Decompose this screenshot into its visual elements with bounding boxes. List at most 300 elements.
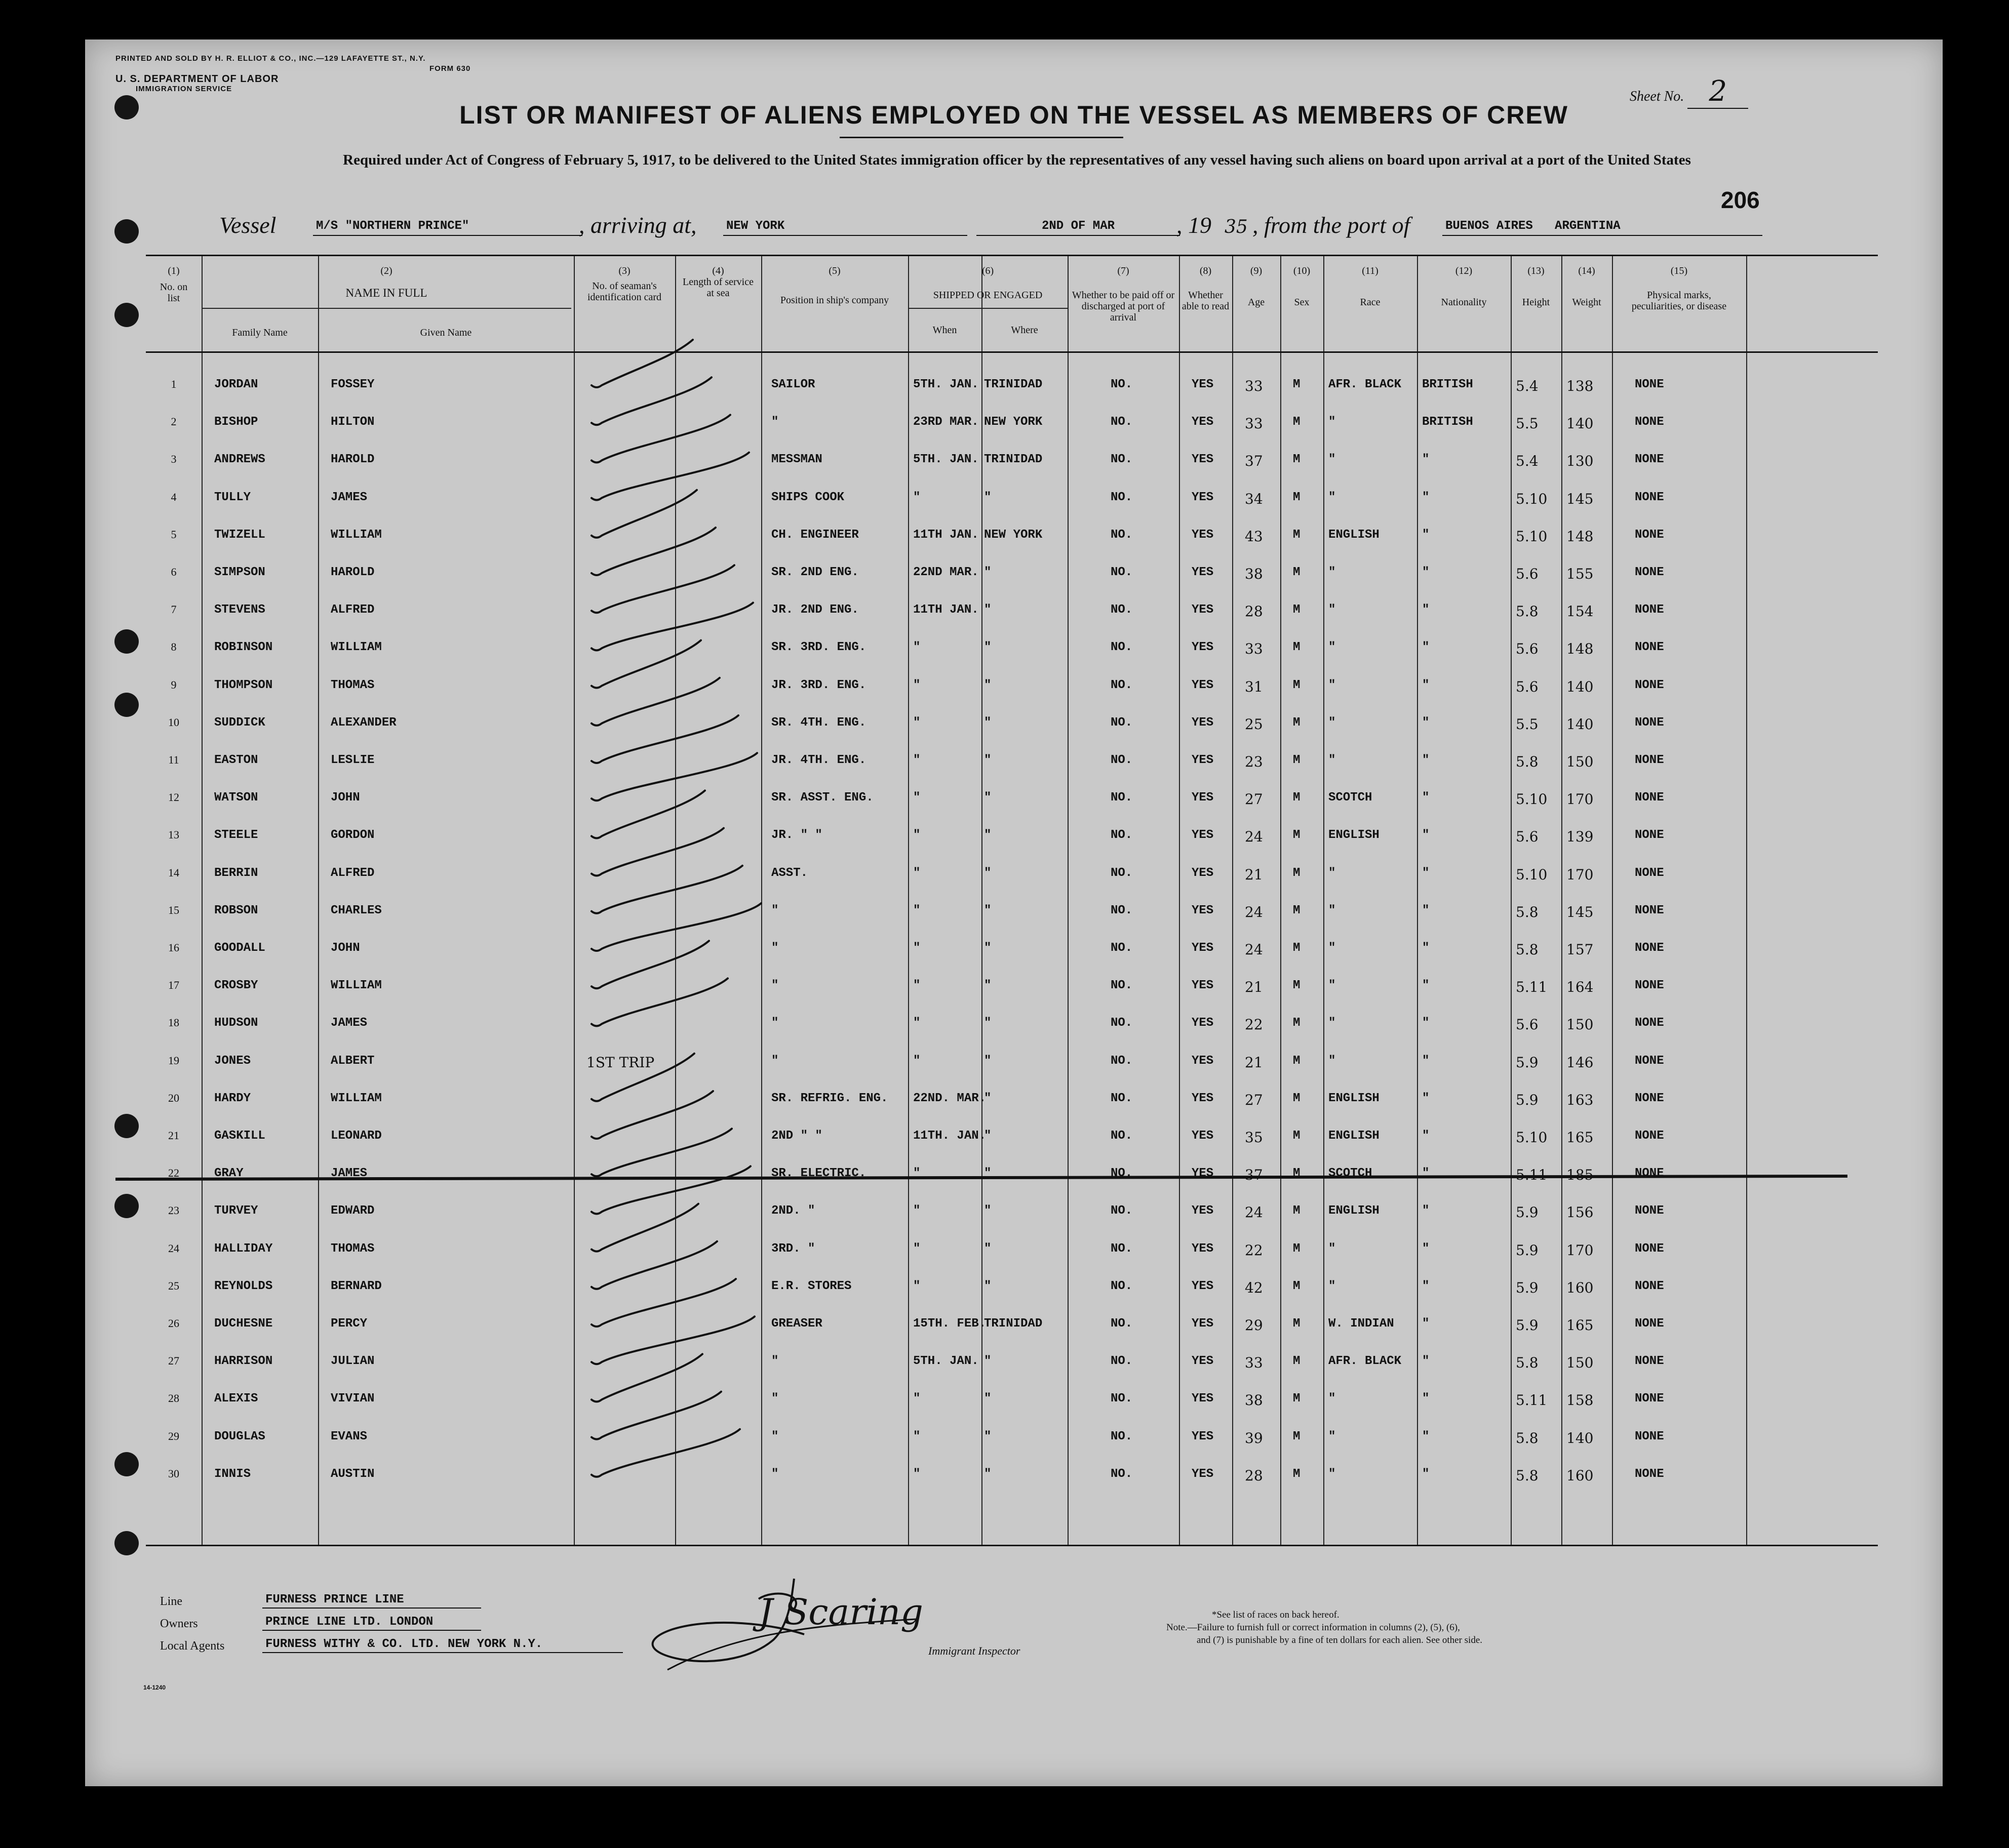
cell-shipped-where: " <box>984 1241 992 1256</box>
table-row <box>146 1016 1878 1031</box>
cell-paid-off: NO. <box>1111 1091 1133 1105</box>
cell-able-to-read: YES <box>1192 1091 1214 1105</box>
form-code: 14-1240 <box>143 1684 166 1691</box>
cell-age: 21 <box>1245 866 1263 883</box>
cell-height: 5.9 <box>1516 1317 1539 1334</box>
cell-shipped-when: " <box>913 1279 921 1293</box>
cell-physical-marks: NONE <box>1635 378 1664 391</box>
cell-family-name: SIMPSON <box>214 566 265 579</box>
cell-shipped-where: " <box>984 678 992 692</box>
year-value: 35 <box>1225 217 1248 237</box>
cell-able-to-read: YES <box>1192 753 1214 767</box>
cell-shipped-where: " <box>984 791 992 805</box>
cell-weight: 150 <box>1566 1354 1594 1372</box>
cell-shipped-where: " <box>984 1354 992 1369</box>
cell-sex: M <box>1293 528 1301 542</box>
cell-height: 5.10 <box>1516 490 1548 507</box>
cell-nationality: " <box>1422 1016 1430 1030</box>
cell-weight: 145 <box>1566 903 1594 920</box>
cell-row-number: 12 <box>168 791 179 804</box>
cell-shipped-where: " <box>984 603 992 617</box>
cell-physical-marks: NONE <box>1635 828 1664 842</box>
cell-nationality: " <box>1422 753 1430 767</box>
cell-weight: 163 <box>1566 1091 1594 1108</box>
table-row <box>146 1317 1878 1332</box>
cell-family-name: GOODALL <box>214 941 265 955</box>
cell-weight: 185 <box>1566 1167 1594 1184</box>
cell-nationality: " <box>1422 490 1430 504</box>
sheet-number-value: 2 <box>1687 75 1748 109</box>
cell-physical-marks: NONE <box>1635 1129 1664 1143</box>
cell-height: 5.5 <box>1516 415 1539 432</box>
cell-height: 5.11 <box>1516 1392 1548 1409</box>
cell-physical-marks: NONE <box>1635 566 1664 579</box>
cell-paid-off: NO. <box>1111 640 1133 655</box>
cell-row-number: 20 <box>168 1091 179 1104</box>
cell-shipped-where: " <box>984 903 992 917</box>
cell-shipped-where: " <box>984 1204 992 1218</box>
cell-sex: M <box>1293 678 1301 692</box>
cell-height: 5.11 <box>1516 1167 1548 1184</box>
inspector-signature <box>592 1569 946 1680</box>
cell-age: 37 <box>1245 1167 1263 1184</box>
cell-row-number: 17 <box>168 979 179 992</box>
cell-age: 23 <box>1245 753 1263 770</box>
cell-family-name: STEELE <box>214 828 258 842</box>
cell-row-number: 18 <box>168 1016 179 1029</box>
cell-family-name: JORDAN <box>214 378 258 391</box>
cell-sex: M <box>1293 1204 1301 1218</box>
punch-hole <box>114 1194 139 1218</box>
cell-able-to-read: YES <box>1192 1317 1214 1331</box>
cell-given-name: JAMES <box>331 490 368 504</box>
cell-shipped-when: " <box>913 1429 921 1443</box>
cell-nationality: " <box>1422 903 1430 917</box>
cell-shipped-when: 11TH. JAN. <box>913 1129 987 1143</box>
cell-shipped-where: " <box>984 828 992 842</box>
cell-shipped-when: " <box>913 678 921 692</box>
cell-shipped-where: " <box>984 490 992 504</box>
cell-height: 5.10 <box>1516 866 1548 883</box>
cell-race: ENGLISH <box>1328 1129 1380 1143</box>
cell-given-name: LEONARD <box>331 1129 382 1143</box>
cell-sex: M <box>1293 753 1301 767</box>
col-number: (14) <box>1578 265 1595 276</box>
cell-weight: 154 <box>1566 603 1594 620</box>
table-row <box>146 941 1878 956</box>
cell-position: JR. 2ND ENG. <box>771 603 859 617</box>
cell-given-name: ALBERT <box>331 1054 375 1068</box>
cell-able-to-read: YES <box>1192 715 1214 730</box>
cell-shipped-where: TRINIDAD <box>984 1317 1043 1331</box>
cell-nationality: " <box>1422 603 1430 617</box>
cell-height: 5.5 <box>1516 715 1539 733</box>
cell-position: " <box>771 1016 779 1030</box>
col-header-paid: Whether to be paid off or discharged at port of arrival <box>1072 290 1175 323</box>
cell-paid-off: NO. <box>1111 1279 1133 1293</box>
cell-race: " <box>1328 1467 1336 1481</box>
cell-able-to-read: YES <box>1192 603 1214 617</box>
cell-shipped-when: " <box>913 1467 921 1481</box>
cell-row-number: 16 <box>168 941 179 954</box>
table-row <box>146 1467 1878 1482</box>
cell-height: 5.8 <box>1516 941 1539 958</box>
cell-physical-marks: NONE <box>1635 453 1664 467</box>
cell-position: JR. " " <box>771 828 822 842</box>
cell-family-name: REYNOLDS <box>214 1279 273 1293</box>
cell-paid-off: NO. <box>1111 903 1133 917</box>
punch-hole <box>114 303 139 327</box>
cell-family-name: DUCHESNE <box>214 1317 273 1331</box>
cell-race: AFR. BLACK <box>1328 378 1402 391</box>
cell-age: 27 <box>1245 791 1263 808</box>
cell-age: 31 <box>1245 678 1263 695</box>
cell-physical-marks: NONE <box>1635 490 1664 504</box>
cell-shipped-when: 23RD MAR. <box>913 415 979 429</box>
col-header-card: No. of seaman's identification card <box>587 280 662 303</box>
cell-nationality: " <box>1422 1279 1430 1293</box>
cell-physical-marks: NONE <box>1635 1091 1664 1105</box>
cell-race: SCOTCH <box>1328 1167 1372 1181</box>
col-number: (3) <box>618 265 631 276</box>
cell-weight: 170 <box>1566 1241 1594 1259</box>
col-header-age: Age <box>1247 297 1265 308</box>
col-header-position: Position in ship's company <box>780 295 889 306</box>
cell-weight: 146 <box>1566 1054 1594 1071</box>
table-row <box>146 716 1878 731</box>
cell-age: 25 <box>1245 715 1263 733</box>
cell-given-name: HILTON <box>331 415 375 429</box>
cell-row-number: 27 <box>168 1354 179 1368</box>
sheet-number-label: Sheet No. <box>1630 89 1684 104</box>
col-header-service: Length of service at sea <box>683 276 754 299</box>
cell-paid-off: NO. <box>1111 528 1133 542</box>
table-row <box>146 453 1878 468</box>
cell-shipped-when: " <box>913 640 921 655</box>
cell-nationality: " <box>1422 678 1430 692</box>
col-header-nationality: Nationality <box>1441 297 1487 308</box>
cell-age: 22 <box>1245 1016 1263 1033</box>
table-row <box>146 378 1878 393</box>
cell-shipped-when: 11TH JAN. <box>913 528 979 542</box>
cell-physical-marks: NONE <box>1635 1279 1664 1293</box>
cell-height: 5.6 <box>1516 566 1539 582</box>
cell-family-name: JONES <box>214 1054 251 1068</box>
cell-physical-marks: NONE <box>1635 415 1664 429</box>
cell-row-number: 21 <box>168 1129 179 1142</box>
cell-family-name: INNIS <box>214 1467 251 1481</box>
cell-shipped-where: " <box>984 640 992 655</box>
fine-note: Note.—Failure to furnish full or correct information in columns (2), (5), (6), <box>1166 1622 1460 1633</box>
cell-weight: 148 <box>1566 528 1594 545</box>
cell-row-number: 6 <box>171 566 177 578</box>
cell-paid-off: NO. <box>1111 678 1133 692</box>
cell-given-name: LESLIE <box>331 753 375 767</box>
page-subtitle: Required under Act of Congress of February 5, 1917, to be delivered to the United States immigration officer by the representatives of any vessel having such aliens on board upon arrival at a port of the United States <box>343 152 1691 168</box>
cell-paid-off: NO. <box>1111 1429 1133 1443</box>
cell-physical-marks: NONE <box>1635 1392 1664 1406</box>
cell-shipped-where: " <box>984 566 992 579</box>
cell-sex: M <box>1293 979 1301 993</box>
cell-family-name: TULLY <box>214 490 251 504</box>
cell-able-to-read: YES <box>1192 1054 1214 1068</box>
cell-height: 5.11 <box>1516 979 1548 996</box>
cell-sex: M <box>1293 415 1301 429</box>
table-row <box>146 1129 1878 1144</box>
cell-able-to-read: YES <box>1192 415 1214 429</box>
cell-able-to-read: YES <box>1192 1467 1214 1481</box>
cell-race: SCOTCH <box>1328 791 1372 805</box>
cell-shipped-when: 22ND MAR. <box>913 566 979 579</box>
cell-position: CH. ENGINEER <box>771 528 859 542</box>
cell-nationality: " <box>1422 1204 1430 1218</box>
cell-height: 5.4 <box>1516 453 1539 470</box>
cell-sex: M <box>1293 1129 1301 1143</box>
cell-age: 33 <box>1245 1354 1263 1372</box>
service-name: IMMIGRATION SERVICE <box>136 85 232 93</box>
cell-family-name: DOUGLAS <box>214 1429 265 1443</box>
cell-physical-marks: NONE <box>1635 1016 1664 1030</box>
cell-paid-off: NO. <box>1111 979 1133 993</box>
cell-sex: M <box>1293 791 1301 805</box>
cell-given-name: PERCY <box>331 1317 368 1331</box>
cell-nationality: " <box>1422 1429 1430 1443</box>
cell-sex: M <box>1293 1354 1301 1369</box>
cell-race: " <box>1328 979 1336 993</box>
cell-physical-marks: NONE <box>1635 866 1664 880</box>
cell-given-name: GORDON <box>331 828 375 842</box>
cell-weight: 140 <box>1566 1429 1594 1447</box>
cell-age: 29 <box>1245 1317 1263 1334</box>
cell-sex: M <box>1293 566 1301 579</box>
cell-weight: 140 <box>1566 715 1594 733</box>
cell-race: " <box>1328 866 1336 880</box>
punch-hole <box>114 219 139 244</box>
cell-shipped-where: " <box>984 1016 992 1030</box>
cell-row-number: 25 <box>168 1279 179 1292</box>
punch-hole <box>114 1531 139 1555</box>
cell-weight: 164 <box>1566 979 1594 996</box>
cell-row-number: 11 <box>168 753 179 766</box>
cell-paid-off: NO. <box>1111 1317 1133 1331</box>
cell-physical-marks: NONE <box>1635 528 1664 542</box>
cell-race: " <box>1328 1279 1336 1293</box>
cell-paid-off: NO. <box>1111 1467 1133 1481</box>
cell-nationality: " <box>1422 866 1430 880</box>
cell-shipped-when: " <box>913 753 921 767</box>
cell-race: " <box>1328 566 1336 579</box>
cell-given-name: HAROLD <box>331 566 375 579</box>
cell-paid-off: NO. <box>1111 715 1133 730</box>
cell-row-number: 22 <box>168 1167 179 1180</box>
cell-family-name: ROBINSON <box>214 640 273 655</box>
cell-family-name: CROSBY <box>214 979 258 993</box>
cell-position: GREASER <box>771 1317 822 1331</box>
table-row <box>146 753 1878 769</box>
cell-shipped-where: " <box>984 753 992 767</box>
cell-row-number: 2 <box>171 415 177 428</box>
cell-position: SR. ASST. ENG. <box>771 791 874 805</box>
fine-note-cont: and (7) is punishable by a fine of ten dollars for each alien. See other side. <box>1197 1635 1483 1645</box>
table-row <box>146 828 1878 846</box>
cell-height: 5.8 <box>1516 903 1539 920</box>
cell-height: 5.10 <box>1516 1129 1548 1146</box>
cell-row-number: 24 <box>168 1241 179 1255</box>
cell-shipped-when: " <box>913 1392 921 1406</box>
vessel-name: M/S "NORTHERN PRINCE" <box>313 219 582 236</box>
cell-sex: M <box>1293 715 1301 730</box>
col-number: (8) <box>1199 265 1212 276</box>
col-header-weight: Weight <box>1572 297 1601 308</box>
cell-given-name: THOMAS <box>331 1241 375 1256</box>
cell-nationality: " <box>1422 979 1430 993</box>
cell-race: " <box>1328 453 1336 467</box>
cell-weight: 148 <box>1566 640 1594 658</box>
cell-paid-off: NO. <box>1111 1016 1133 1030</box>
cell-weight: 140 <box>1566 678 1594 695</box>
cell-family-name: BERRIN <box>214 866 258 880</box>
cell-age: 42 <box>1245 1279 1263 1296</box>
cell-able-to-read: YES <box>1192 1129 1214 1143</box>
departure-port: BUENOS AIRES ARGENTINA <box>1442 219 1762 236</box>
cell-weight: 170 <box>1566 791 1594 808</box>
cell-position: " <box>771 941 779 955</box>
cell-paid-off: NO. <box>1111 490 1133 504</box>
cell-weight: 158 <box>1566 1392 1594 1409</box>
col-number: (13) <box>1527 265 1545 276</box>
cell-paid-off: NO. <box>1111 828 1133 842</box>
cell-shipped-when: " <box>913 1204 921 1218</box>
arriving-label: , arriving at, <box>579 212 697 238</box>
cell-nationality: " <box>1422 1317 1430 1331</box>
cell-physical-marks: NONE <box>1635 1167 1664 1181</box>
cell-physical-marks: NONE <box>1635 1204 1664 1218</box>
cell-race: " <box>1328 603 1336 617</box>
cell-shipped-when: " <box>913 490 921 504</box>
races-note: *See list of races on back hereof. <box>1212 1610 1340 1620</box>
cell-given-name: WILLIAM <box>331 1091 382 1105</box>
cell-paid-off: NO. <box>1111 1167 1133 1181</box>
cell-weight: 155 <box>1566 566 1594 582</box>
table-row <box>146 566 1878 581</box>
cell-sex: M <box>1293 640 1301 655</box>
cell-physical-marks: NONE <box>1635 941 1664 955</box>
department-name: U. S. DEPARTMENT OF LABOR <box>115 73 279 85</box>
cell-sex: M <box>1293 828 1301 842</box>
cell-height: 5.6 <box>1516 640 1539 658</box>
vessel-label: Vessel <box>219 212 277 238</box>
cell-weight: 138 <box>1566 378 1594 394</box>
cell-age: 22 <box>1245 1241 1263 1259</box>
cell-weight: 145 <box>1566 490 1594 507</box>
cell-race: " <box>1328 941 1336 955</box>
table-row <box>146 866 1878 881</box>
cell-family-name: BISHOP <box>214 415 258 429</box>
cell-family-name: ALEXIS <box>214 1392 258 1406</box>
cell-nationality: " <box>1422 941 1430 955</box>
cell-race: " <box>1328 715 1336 730</box>
cell-race: ENGLISH <box>1328 528 1380 542</box>
cell-age: 37 <box>1245 453 1263 470</box>
cell-nationality: " <box>1422 1054 1430 1068</box>
cell-row-number: 26 <box>168 1317 179 1330</box>
cell-family-name: GASKILL <box>214 1129 265 1143</box>
cell-able-to-read: YES <box>1192 866 1214 880</box>
cell-position: " <box>771 1392 779 1406</box>
cell-able-to-read: YES <box>1192 1204 1214 1218</box>
col-header-shipped: SHIPPED OR ENGAGED <box>933 290 1043 301</box>
cell-height: 5.10 <box>1516 528 1548 545</box>
cell-position: MESSMAN <box>771 453 822 467</box>
cell-age: 24 <box>1245 903 1263 920</box>
cell-position: " <box>771 1429 779 1443</box>
col-header-no: No. on list <box>160 282 188 304</box>
col-number: (5) <box>829 265 841 276</box>
cell-family-name: TURVEY <box>214 1204 258 1218</box>
cell-physical-marks: NONE <box>1635 753 1664 767</box>
cell-race: " <box>1328 1241 1336 1256</box>
cell-race: " <box>1328 678 1336 692</box>
cell-sex: M <box>1293 1054 1301 1068</box>
cell-able-to-read: YES <box>1192 903 1214 917</box>
cell-race: " <box>1328 1016 1336 1030</box>
table-row <box>146 1392 1878 1407</box>
cell-family-name: HARDY <box>214 1091 251 1105</box>
cell-height: 5.9 <box>1516 1054 1539 1071</box>
cell-given-name: JAMES <box>331 1016 368 1030</box>
cell-physical-marks: NONE <box>1635 603 1664 617</box>
cell-age: 34 <box>1245 490 1263 507</box>
line-value: FURNESS PRINCE LINE <box>262 1593 481 1609</box>
cell-given-name: ALFRED <box>331 866 375 880</box>
cell-shipped-when: 5TH. JAN. <box>913 453 979 467</box>
cell-shipped-when: " <box>913 1241 921 1256</box>
cell-nationality: " <box>1422 1467 1430 1481</box>
punch-hole <box>114 1114 139 1138</box>
cell-height: 5.9 <box>1516 1279 1539 1296</box>
cell-sex: M <box>1293 1167 1301 1181</box>
cell-able-to-read: YES <box>1192 453 1214 467</box>
cell-height: 5.9 <box>1516 1091 1539 1108</box>
cell-position: " <box>771 1054 779 1068</box>
cell-race: W. INDIAN <box>1328 1317 1394 1331</box>
cell-row-number: 30 <box>168 1467 179 1480</box>
cell-given-name: JULIAN <box>331 1354 375 1369</box>
table-row <box>146 640 1878 656</box>
cell-position: JR. 4TH. ENG. <box>771 753 866 767</box>
cell-given-name: VIVIAN <box>331 1392 375 1406</box>
cell-nationality: " <box>1422 1129 1430 1143</box>
cell-age: 43 <box>1245 528 1263 545</box>
cell-row-number: 5 <box>171 528 177 541</box>
cell-able-to-read: YES <box>1192 1016 1214 1030</box>
cell-height: 5.8 <box>1516 753 1539 770</box>
cell-height: 5.6 <box>1516 828 1539 846</box>
cell-sex: M <box>1293 603 1301 617</box>
cell-given-name: THOMAS <box>331 678 375 692</box>
cell-row-number: 9 <box>171 678 177 691</box>
punch-hole <box>114 1452 139 1476</box>
cell-given-name: ALFRED <box>331 603 375 617</box>
cell-physical-marks: NONE <box>1635 640 1664 655</box>
cell-family-name: ANDREWS <box>214 453 265 467</box>
cell-shipped-where: TRINIDAD <box>984 378 1043 391</box>
cell-position: 3RD. " <box>771 1241 815 1256</box>
cell-able-to-read: YES <box>1192 640 1214 655</box>
cell-shipped-where: NEW YORK <box>984 415 1043 429</box>
cell-age: 24 <box>1245 941 1263 958</box>
cell-physical-marks: NONE <box>1635 1241 1664 1256</box>
